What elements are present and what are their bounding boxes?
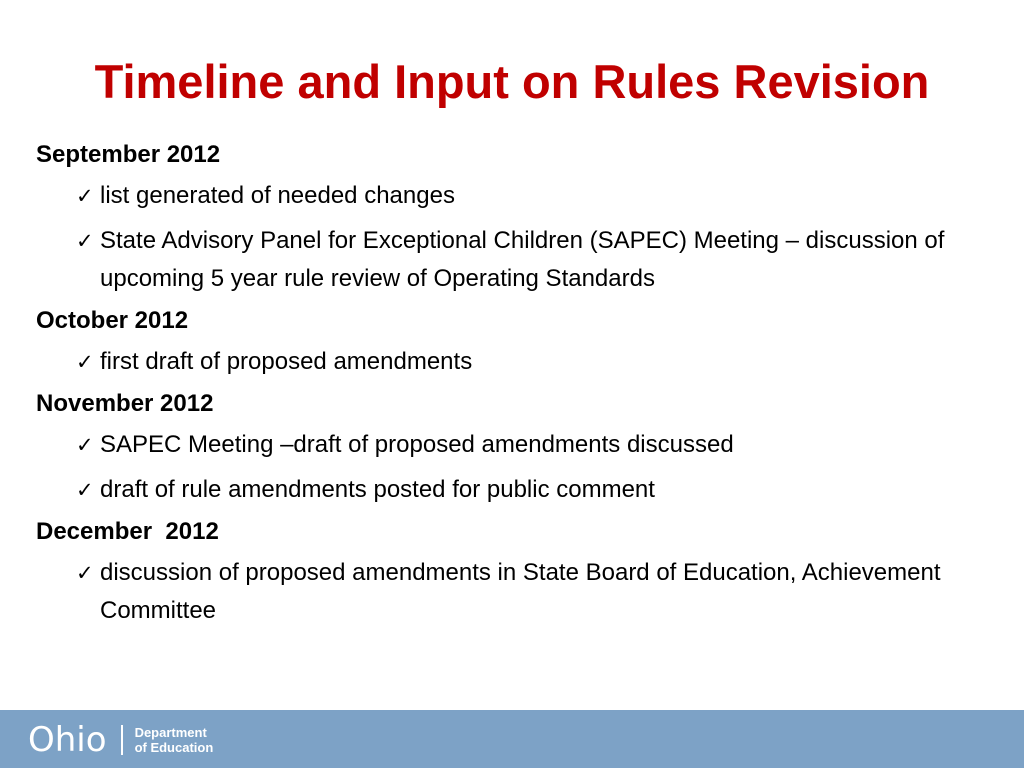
slide-title: Timeline and Input on Rules Revision bbox=[94, 55, 930, 108]
timeline-item-text: draft of rule amendments posted for public comment bbox=[100, 476, 655, 503]
timeline-period bbox=[36, 389, 996, 509]
timeline-item bbox=[36, 471, 996, 509]
checkmark-icon: ✓ bbox=[76, 433, 94, 457]
period-heading: October 2012 bbox=[36, 307, 189, 334]
department-line-1: Department bbox=[134, 725, 207, 740]
timeline-item bbox=[36, 426, 996, 464]
footer-bar bbox=[0, 710, 1024, 768]
checkmark-icon: ✓ bbox=[76, 478, 94, 502]
timeline-item-text: SAPEC Meeting –draft of proposed amendments discussed bbox=[100, 431, 734, 458]
timeline-period bbox=[36, 306, 996, 381]
period-heading: December 2012 bbox=[36, 518, 219, 545]
timeline-item-text: State Advisory Panel for Exceptional Children (SAPEC) Meeting – discussion of upcoming 5 year rule review of Operating Standards bbox=[100, 227, 945, 292]
logo-divider bbox=[121, 725, 123, 755]
department-line-2: of Education bbox=[134, 740, 214, 755]
period-heading: September 2012 bbox=[36, 141, 221, 168]
checkmark-icon: ✓ bbox=[76, 184, 94, 208]
timeline-item bbox=[36, 222, 996, 298]
timeline-item-text: first draft of proposed amendments bbox=[100, 348, 473, 375]
timeline-item bbox=[36, 554, 996, 630]
checkmark-icon: ✓ bbox=[76, 350, 94, 374]
checkmark-icon: ✓ bbox=[76, 229, 94, 253]
timeline-period bbox=[36, 140, 996, 298]
timeline-item-text: list generated of needed changes bbox=[100, 182, 455, 209]
timeline-item-text: discussion of proposed amendments in State Board of Education, Achievement Committee bbox=[100, 559, 941, 624]
timeline-item bbox=[36, 177, 996, 215]
department-name bbox=[135, 725, 214, 755]
checkmark-icon: ✓ bbox=[76, 561, 94, 585]
ohio-wordmark: Ohio bbox=[28, 720, 107, 760]
timeline bbox=[36, 140, 996, 638]
period-heading: November 2012 bbox=[36, 390, 214, 417]
timeline-item bbox=[36, 343, 996, 381]
ohio-department-of-education-logo bbox=[28, 722, 213, 758]
timeline-period bbox=[36, 517, 996, 630]
